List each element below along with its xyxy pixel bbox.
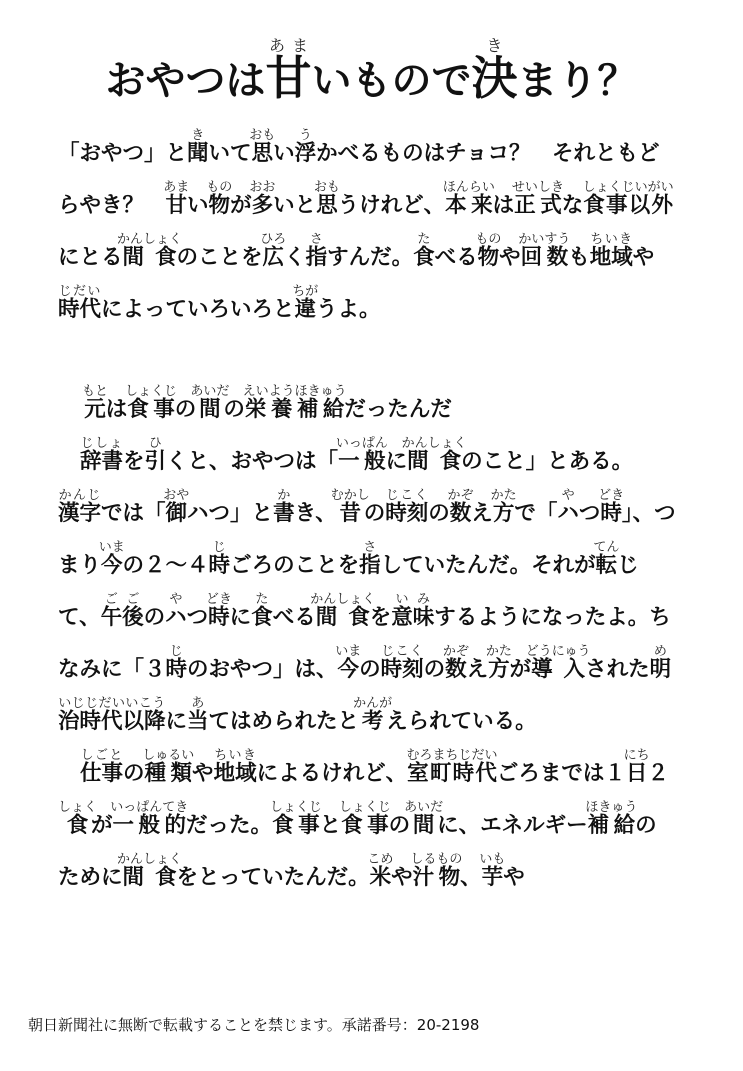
title-text: まり？ [517, 57, 638, 104]
intro-paragraph: 「おやつ」と聞きいて思おもい浮うかべるものはチョコ？ それともどらやき？ 甘あまい物ものが多おおいと思おもうけれど、本来ほんらいは正せい式しきな食事以外しょくじいがいにとる間食かんしょくのことを広ひろく指さすんだ。食たべる物ものや回数かいすうも地域ちいきや時代じだいによっていろいろと違ちがうよ。 [58, 128, 674, 322]
title-text: おやつは [105, 57, 266, 104]
paragraph-gap [58, 336, 676, 384]
title-ruby: き [471, 36, 518, 55]
section-heading: 元もとは食事しょくじの間あいだの栄養補給えいようほきゅうだったんだ [82, 384, 452, 422]
title-kanji-ama: 甘あま [265, 36, 312, 105]
copyright-notice: 朝日新聞社に無断で転載することを禁じます。承諾番号：20-2198 [28, 1016, 480, 1034]
title-ruby: あま [265, 36, 312, 55]
title-text: いもので [311, 57, 472, 104]
section-paragraph-2: 仕事しごとの種類しゅるいや地域ちいきによるけれど、室町時代むろまちじだいごろまでは１日にち２食しょくが一般的いっぱんてきだった。食事しょくじと食事しょくじの間あいだに、エネルギー補給ほきゅうのために間食かんしょくをとっていたんだ。米こめや汁物しるもの、芋いもや [58, 748, 669, 890]
article-title [0, 36, 743, 109]
article-body [58, 128, 676, 904]
title-kanji-ki: 決き [471, 36, 518, 105]
section-paragraph-1: 辞書じしょを引ひくと、おやつは「一般いっぱんに間食かんしょくのこと」とある。漢字かんじでは「御おやハつ」と書かき、昔むかしの時刻じこくの数かぞえ方かたで「ハやつ時どき」、つまり今いまの２～４時じごろのことを指さしていたんだ。それが転てんじて、午後ごごのハやつ時どきに食たべる間食かんしょくを意味いみするようになったよ。ちなみに「３時じのおやつ」は、今いまの時刻じこくの数かぞえ方かたが導入どうにゅうされた明治時代以降めいじじだいいこうに当あてはめられたと考かんがえられている。 [58, 436, 676, 734]
